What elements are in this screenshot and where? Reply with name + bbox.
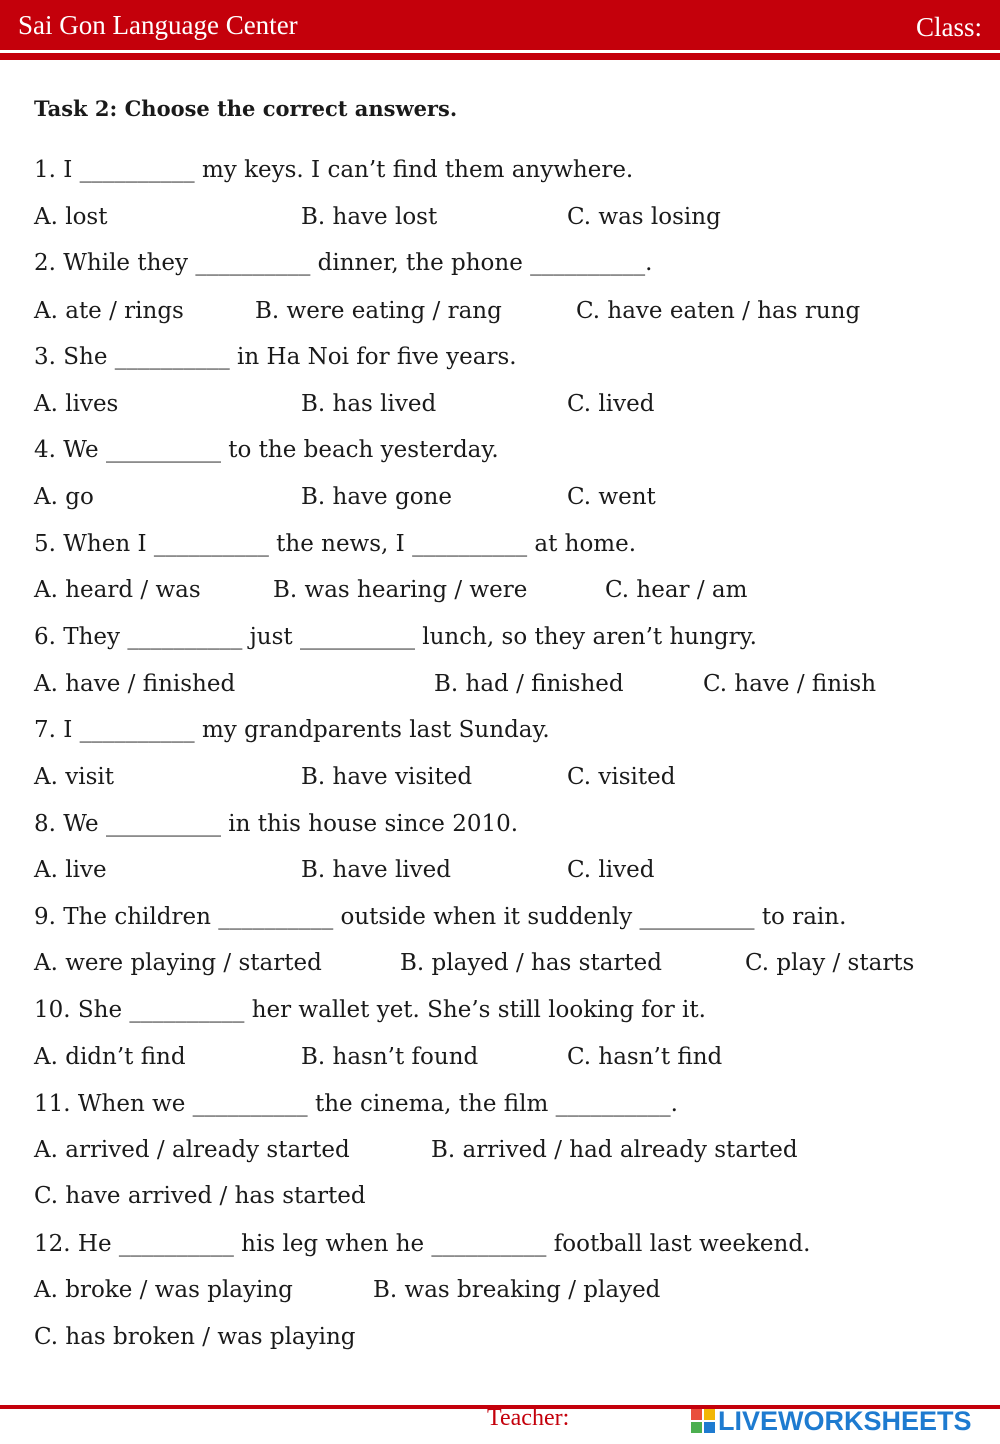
question-12: 12. He __________ his leg when he __________ football last weekend.	[34, 1231, 811, 1257]
question-4-option-b[interactable]: B. have gone	[301, 484, 452, 510]
question-6-option-b[interactable]: B. had / finished	[434, 671, 624, 697]
task-title: Task 2: Choose the correct answers.	[34, 96, 458, 121]
header-divider	[0, 53, 1000, 60]
question-4-option-c[interactable]: C. went	[567, 484, 656, 510]
question-7-option-a[interactable]: A. visit	[34, 764, 114, 790]
question-12-option-b[interactable]: B. was breaking / played	[373, 1277, 661, 1303]
question-7-option-b[interactable]: B. have visited	[301, 764, 473, 790]
question-10-option-c[interactable]: C. hasn’t find	[567, 1044, 723, 1070]
question-3-option-a[interactable]: A. lives	[34, 391, 119, 417]
question-5-option-c[interactable]: C. hear / am	[605, 577, 748, 603]
question-2: 2. While they __________ dinner, the phone __________.	[34, 250, 653, 276]
question-9: 9. The children __________ outside when it suddenly __________ to rain.	[34, 904, 847, 930]
question-10-option-a[interactable]: A. didn’t find	[34, 1044, 186, 1070]
question-6-option-c[interactable]: C. have / finish	[703, 671, 877, 697]
question-9-option-c[interactable]: C. play / starts	[745, 950, 915, 976]
question-3-option-b[interactable]: B. has lived	[301, 391, 437, 417]
question-11-option-b[interactable]: B. arrived / had already started	[431, 1137, 798, 1163]
question-10: 10. She __________ her wallet yet. She’s still looking for it.	[34, 997, 706, 1023]
liveworksheets-grid-icon	[690, 1408, 716, 1434]
class-label: Class:	[915, 12, 982, 42]
question-12-option-c[interactable]: C. has broken / was playing	[34, 1324, 356, 1350]
liveworksheets-logo	[690, 1405, 972, 1437]
question-9-option-b[interactable]: B. played / has started	[400, 950, 662, 976]
question-2-option-c[interactable]: C. have eaten / has rung	[576, 298, 861, 324]
question-2-option-a[interactable]: A. ate / rings	[34, 298, 184, 324]
question-6-option-a[interactable]: A. have / finished	[34, 671, 236, 697]
question-10-option-b[interactable]: B. hasn’t found	[301, 1044, 479, 1070]
question-9-option-a[interactable]: A. were playing / started	[34, 950, 322, 976]
question-2-option-b[interactable]: B. were eating / rang	[255, 298, 502, 324]
teacher-label: Teacher:	[487, 1405, 570, 1431]
question-8-option-a[interactable]: A. live	[34, 857, 107, 883]
question-1-option-b[interactable]: B. have lost	[301, 204, 438, 230]
question-6: 6. They __________ just __________ lunch, so they aren’t hungry.	[34, 624, 757, 650]
question-5-option-b[interactable]: B. was hearing / were	[273, 577, 528, 603]
question-5-option-a[interactable]: A. heard / was	[34, 577, 201, 603]
question-11-option-c[interactable]: C. have arrived / has started	[34, 1183, 366, 1209]
question-4-option-a[interactable]: A. go	[34, 484, 94, 510]
question-1-option-c[interactable]: C. was losing	[567, 204, 721, 230]
question-8-option-b[interactable]: B. have lived	[301, 857, 452, 883]
question-8-option-c[interactable]: C. lived	[567, 857, 655, 883]
center-name: Sai Gon Language Center	[18, 10, 298, 40]
question-1: 1. I __________ my keys. I can’t find them anywhere.	[34, 157, 634, 183]
question-12-option-a[interactable]: A. broke / was playing	[34, 1277, 293, 1303]
question-5: 5. When I __________ the news, I __________ at home.	[34, 531, 637, 557]
question-8: 8. We __________ in this house since 2010.	[34, 811, 519, 837]
question-4: 4. We __________ to the beach yesterday.	[34, 437, 499, 463]
question-7: 7. I __________ my grandparents last Sunday.	[34, 717, 550, 743]
question-3: 3. She __________ in Ha Noi for five years.	[34, 344, 517, 370]
liveworksheets-brand-text: LIVEWORKSHEETS	[718, 1405, 972, 1436]
question-7-option-c[interactable]: C. visited	[567, 764, 676, 790]
question-3-option-c[interactable]: C. lived	[567, 391, 655, 417]
question-11-option-a[interactable]: A. arrived / already started	[34, 1137, 350, 1163]
question-11: 11. When we __________ the cinema, the film __________.	[34, 1091, 678, 1117]
question-1-option-a[interactable]: A. lost	[34, 204, 108, 230]
